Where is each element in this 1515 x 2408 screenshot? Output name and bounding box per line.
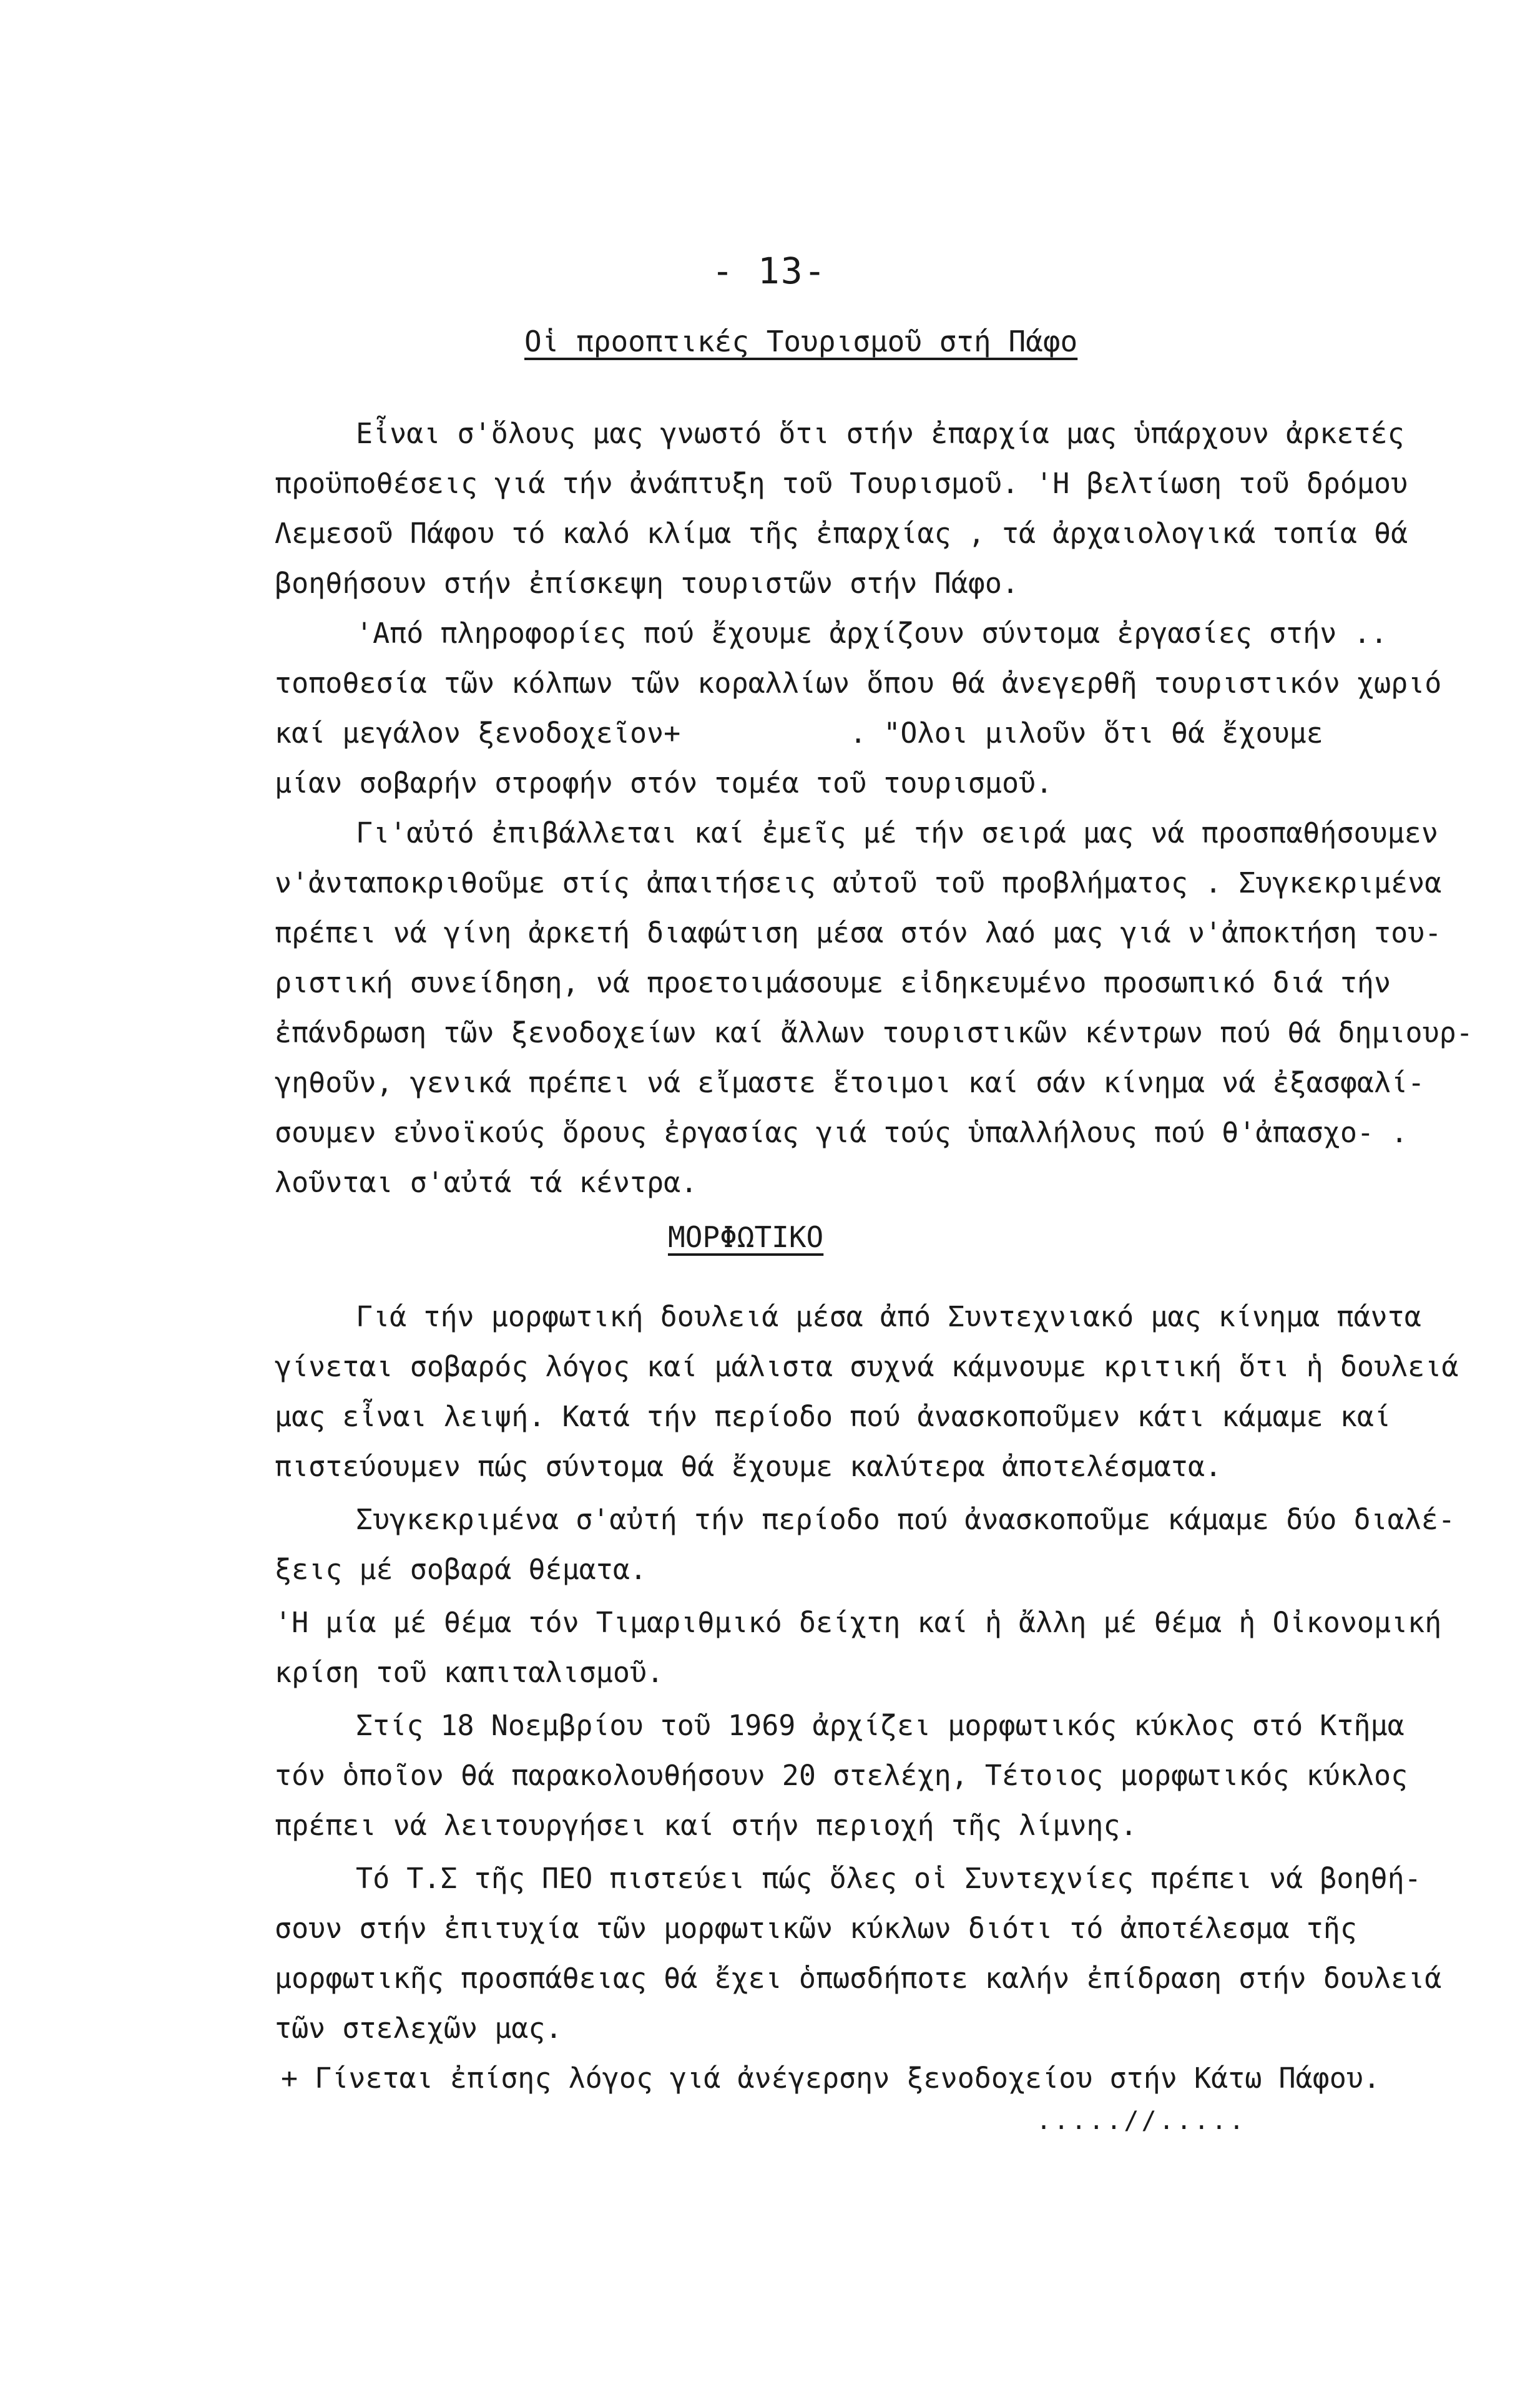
tourism-heading: Οἱ προοπτικές Τουρισμοῦ στή Πάφο (524, 325, 1078, 358)
education-line-10: τόν ὁποῖον θά παρακολουθήσουν 20 στελέχη, Τέτοιος μορφωτικός κύκλος (275, 1759, 1408, 1792)
education-line-13: σουν στήν ἐπιτυχία τῶν μορφωτικῶν κύκλων διότι τό ἀποτέλεσμα τῆς (275, 1912, 1357, 1945)
page-number: - 13- (712, 250, 827, 292)
tourism-line-12: ριστική συνείδηση, νά προετοιμάσουμε εἰδηκευμένο προσωπικό διά τήν (275, 966, 1391, 999)
tourism-line-15: σουμεν εὐνοϊκούς ὅρους ἐργασίας γιά τούς ὑπαλλήλους πού θ'ἀπασχο- . (275, 1116, 1408, 1149)
education-line-5: Συγκεκριμένα σ'αὐτή τήν περίοδο πού ἀνασκοποῦμε κάμαμε δύο διαλέ- (356, 1503, 1455, 1536)
education-line-12: Τό Τ.Σ τῆς ΠΕΟ πιστεύει πώς ὅλες οἱ Συντεχνίες πρέπει νά βοηθή- (356, 1862, 1421, 1895)
education-line-6: ξεις μέ σοβαρά θέματα. (275, 1553, 647, 1586)
tourism-line-3: Λεμεσοῦ Πάφου τό καλό κλίμα τῆς ἐπαρχίας , τά ἀρχαιολογικά τοπία θά (275, 517, 1408, 550)
education-line-1: Γιά τήν μορφωτική δουλειά μέσα ἀπό Συντεχνιακό μας κίνημα πάντα (356, 1300, 1421, 1333)
education-line-9: Στίς 18 Νοεμβρίου τοῦ 1969 ἀρχίζει μορφωτικός κύκλος στό Κτῆμα (356, 1709, 1405, 1742)
tourism-line-4: βοηθήσουν στήν ἐπίσκεψη τουριστῶν στήν Πάφο. (275, 567, 1019, 600)
tourism-line-9: Γι'αὐτό ἐπιβάλλεται καί ἐμεῖς μέ τήν σειρά μας νά προσπαθήσουμεν (356, 816, 1438, 849)
education-line-11: πρέπει νά λειτουργήσει καί στήν περιοχή τῆς λίμνης. (275, 1809, 1137, 1842)
tourism-line-10: ν'ἀνταποκριθοῦμε στίς ἀπαιτήσεις αὐτοῦ τοῦ προβλήματος . Συγκεκριμένα (275, 866, 1442, 899)
education-heading: ΜΟΡΦΩΤΙΚΟ (668, 1220, 824, 1254)
education-line-3: μας εἶναι λειψή. Κατά τήν περίοδο πού ἀνασκοποῦμεν κάτι κάμαμε καί (275, 1400, 1391, 1433)
tourism-line-11: πρέπει νά γίνη ἀρκετή διαφώτιση μέσα στόν λαό μας γιά ν'ἀποκτήση του- (275, 916, 1442, 949)
education-line-7: 'Η μία μέ θέμα τόν Τιμαριθμικό δείχτη καί ἡ ἄλλη μέ θέμα ἡ Οἰκονομική (275, 1606, 1442, 1639)
tourism-line-16: λοῦνται σ'αὐτά τά κέντρα. (275, 1166, 698, 1199)
tourism-line-7: καί μεγάλον ξενοδοχεῖον+ . "Ολοι μιλοῦν ὅτι θά ἔχουμε (275, 717, 1323, 750)
tourism-line-5: 'Από πληροφορίες πού ἔχουμε ἀρχίζουν σύντομα ἐργασίες στήν .. (356, 617, 1388, 650)
education-line-2: γίνεται σοβαρός λόγος καί μάλιστα συχνά κάμνουμε κριτική ὅτι ἡ δουλειά (275, 1350, 1459, 1383)
tourism-line-6: τοποθεσία τῶν κόλπων τῶν κοραλλίων ὅπου θά ἀνεγερθῆ τουριστικόν χωριό (275, 667, 1442, 700)
tourism-line-1: Εἶναι σ'ὅλους μας γνωστό ὅτι στήν ἐπαρχία μας ὑπάρχουν ἀρκετές (356, 417, 1405, 450)
tourism-line-13: ἐπάνδρωση τῶν ξενοδοχείων καί ἄλλων τουριστικῶν κέντρων πού θά δημιουρ- (275, 1016, 1473, 1049)
education-line-14: μορφωτικῆς προσπάθειας θά ἔχει ὁπωσδήποτε καλήν ἐπίδραση στήν δουλειά (275, 1962, 1442, 1995)
education-line-4: πιστεύουμεν πώς σύντομα θά ἔχουμε καλύτερα ἀποτελέσματα. (275, 1450, 1222, 1483)
end-mark: .....//..... (1036, 2107, 1247, 2135)
tourism-line-8: μίαν σοβαρήν στροφήν στόν τομέα τοῦ τουρισμοῦ. (275, 766, 1053, 800)
tourism-line-2: προϋποθέσεις γιά τήν ἀνάπτυξη τοῦ Τουρισμοῦ. 'Η βελτίωση τοῦ δρόμου (275, 467, 1408, 500)
education-line-15: τῶν στελεχῶν μας. (275, 2012, 562, 2045)
tourism-line-14: γηθοῦν, γενικά πρέπει νά εἴμαστε ἕτοιμοι καί σάν κίνημα νά ἐξασφαλί- (275, 1066, 1425, 1099)
education-line-8: κρίση τοῦ καπιταλισμοῦ. (275, 1656, 664, 1689)
footnote: + Γίνεται ἐπίσης λόγος γιά ἀνέγερσην ξενοδοχείου στήν Κάτω Πάφου. (281, 2062, 1380, 2095)
